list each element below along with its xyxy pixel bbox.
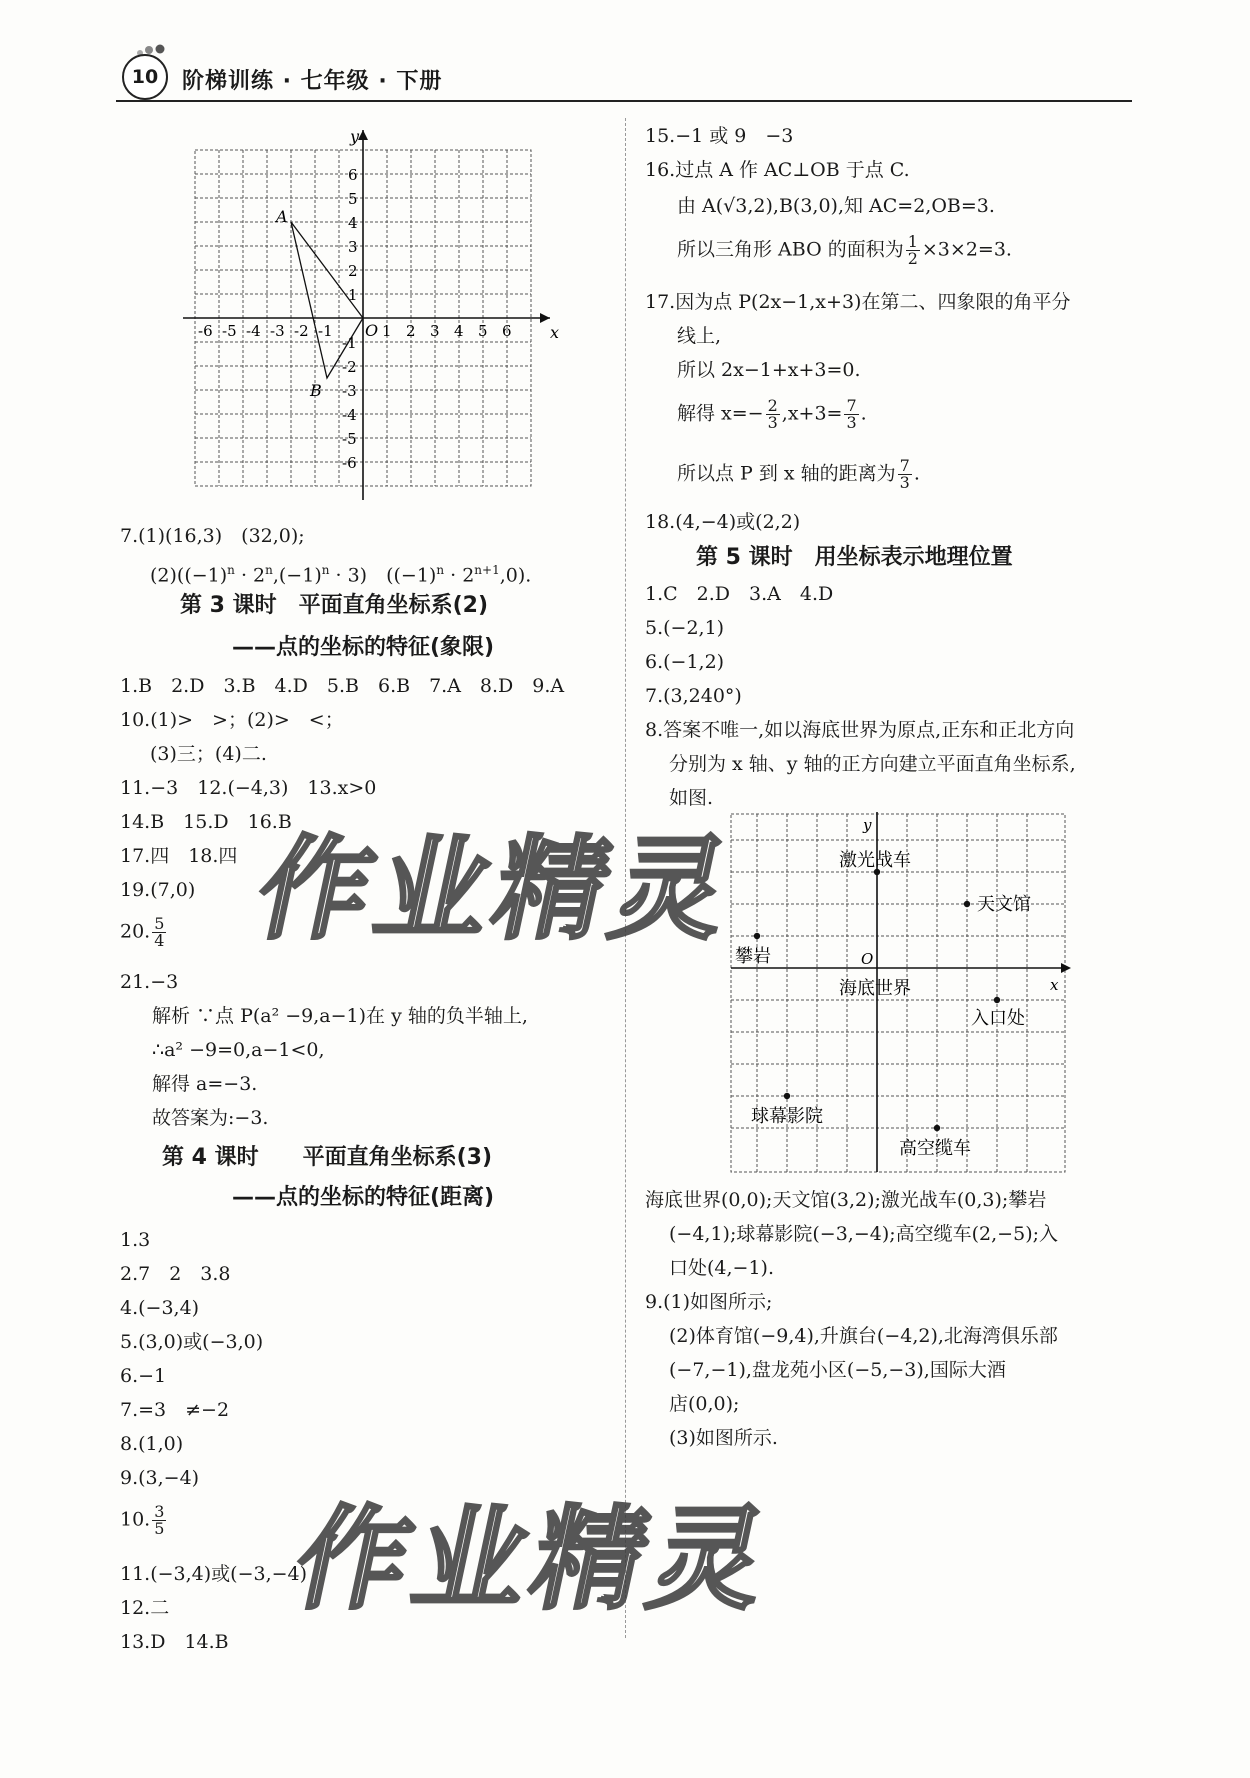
answer-line: 2.7 2 3.8 (120, 1263, 231, 1285)
lesson-4-subtitle: ——点的坐标的特征(距离) (232, 1185, 495, 1210)
text-segment: 所以三角形 ABO 的面积为 (677, 238, 904, 261)
answer-line: 1.B 2.D 3.B 4.D 5.B 6.B 7.A 8.D 9.A (120, 675, 565, 697)
place-aquarium: 海底世界 (839, 978, 911, 999)
denominator: 2 (907, 249, 918, 268)
answer-q8-result: 口处(4,−1). (669, 1257, 775, 1279)
tick-label: -3 (342, 382, 357, 400)
answer-q8-line: 如图. (669, 787, 714, 809)
tick-label: -2 (342, 358, 357, 376)
tick-label: 1 (382, 322, 392, 340)
tick-label: 3 (348, 238, 358, 256)
superscript: n (265, 563, 273, 577)
text-segment: . (860, 402, 867, 425)
text-segment: (2)((−1) (150, 564, 228, 587)
answer-line: 8.(1,0) (120, 1433, 184, 1455)
graph2-origin-label: O (861, 950, 874, 968)
fraction (844, 398, 858, 431)
answer-q10 (120, 1504, 168, 1537)
tick-label: 2 (348, 262, 358, 280)
tick-label: 2 (406, 322, 416, 340)
analysis-line: 解析 ∵点 P(a² −9,a−1)在 y 轴的负半轴上, (152, 1005, 528, 1027)
book-title: 阶梯训练 · 七年级 · 下册 (182, 69, 443, 94)
place-laser-tank: 激光战车 (839, 850, 911, 871)
answer-line: 10.(1)> >；(2)> <； (120, 709, 344, 731)
lesson-3-title: 第 3 课时 平面直角坐标系(2) (180, 593, 489, 618)
answer-line: 13.D 14.B (120, 1631, 229, 1653)
answer-q9-line: (−7,−1),盘龙苑小区(−5,−3),国际大酒 (669, 1359, 1006, 1381)
superscript: n (227, 563, 235, 577)
text-segment: ,x+3= (781, 402, 843, 425)
tick-label: -1 (342, 334, 357, 352)
question-number: 20. (120, 920, 151, 943)
question-number: 10. (120, 1508, 151, 1531)
fraction (152, 1504, 166, 1537)
text-segment: · 2 (234, 564, 266, 587)
answer-q17-line: 线上, (677, 325, 722, 347)
watermark-text: 作业精灵 (284, 1495, 784, 1625)
denominator: 5 (154, 1519, 165, 1538)
coordinate-graph-triangle (180, 122, 570, 512)
answer-line: 9.(3,−4) (120, 1467, 200, 1489)
tick-label: 5 (348, 190, 358, 208)
tick-label: -1 (318, 322, 333, 340)
tick-label: -5 (222, 322, 237, 340)
answer-q17-line: 17.因为点 P(2x−1,x+3)在第二、四象限的角平分 (645, 291, 1071, 313)
header-rule (116, 100, 1132, 102)
text-segment: ×3×2=3. (921, 238, 1012, 261)
answer-line: 14.B 15.D 16.B (120, 811, 292, 833)
answer-q9-line: (2)体育馆(−9,4),升旗台(−4,2),北海湾俱乐部 (669, 1325, 1058, 1347)
tick-label: -4 (342, 406, 357, 424)
answer-q17-line: 所以 2x−1+x+3=0. (677, 359, 861, 381)
answer-line: 5.(3,0)或(−3,0) (120, 1331, 264, 1353)
answer-q8-line: 分别为 x 轴、y 轴的正方向建立平面直角坐标系, (669, 753, 1076, 775)
answer-q9-line: (3)如图所示. (669, 1427, 778, 1449)
tick-label: 6 (502, 322, 512, 340)
place-cable-car: 高空缆车 (899, 1138, 971, 1159)
text-segment: 解得 x=− (677, 402, 764, 425)
tick-label: -6 (342, 454, 357, 472)
tick-label: 3 (430, 322, 440, 340)
answer-line: (3)三；(4)二. (150, 743, 267, 765)
tick-label: -2 (294, 322, 309, 340)
answer-q9-line: 9.(1)如图所示; (645, 1291, 773, 1313)
answer-q8-result: 海底世界(0,0);天文馆(3,2);激光战车(0,3);攀岩 (645, 1189, 1047, 1211)
answer-q16-line: 由 A(√3,2),B(3,0),知 AC=2,OB=3. (677, 195, 995, 217)
answer-q9-line: 店(0,0); (669, 1393, 740, 1415)
tick-label: -4 (246, 322, 261, 340)
answer-line: 11.(−3,4)或(−3,−4) (120, 1563, 308, 1585)
tick-label: 1 (348, 286, 358, 304)
answer-q16-line (677, 234, 1012, 267)
graph1-y-label: y (350, 127, 360, 146)
answer-q7-part2 (150, 556, 531, 589)
text-segment: ,0). (499, 564, 532, 587)
superscript: n+1 (474, 563, 500, 577)
place-climbing: 攀岩 (735, 946, 771, 967)
tick-label: -5 (342, 430, 357, 448)
denominator: 3 (767, 413, 778, 432)
answer-line: 19.(7,0) (120, 879, 196, 901)
tick-label: 5 (478, 322, 488, 340)
answer-q18: 18.(4,−4)或(2,2) (645, 511, 801, 533)
lesson-5-title: 第 5 课时 用坐标表示地理位置 (696, 545, 1013, 570)
answer-q16-line: 16.过点 A 作 AC⊥OB 于点 C. (645, 159, 910, 181)
lesson-4-title: 第 4 课时 平面直角坐标系(3) (162, 1145, 493, 1170)
numerator: 7 (846, 396, 857, 415)
answer-q7-part1: 7.(1)(16,3) (32,0); (120, 525, 305, 547)
page-number: 10 (122, 54, 168, 100)
answer-line: 1.3 (120, 1229, 151, 1251)
answer-line: 4.(−3,4) (120, 1297, 200, 1319)
point-a-label: A (276, 207, 288, 226)
numerator: 2 (767, 396, 778, 415)
page-header (116, 48, 1132, 100)
answer-line: 6.(−1,2) (645, 651, 725, 673)
graph2-y-label: y (863, 816, 872, 834)
answer-line: 12.二 (120, 1597, 170, 1619)
graph2-x-label: x (1050, 976, 1059, 994)
denominator: 3 (846, 413, 857, 432)
tick-label: -6 (198, 322, 213, 340)
answer-line: 7.(3,240°) (645, 685, 742, 707)
fraction (898, 458, 912, 491)
numerator: 7 (899, 456, 910, 475)
answer-q20 (120, 916, 168, 949)
watermark-text: 作业精灵 (246, 825, 746, 955)
map-coordinate-grid (725, 810, 1075, 1178)
tick-label: 6 (348, 166, 358, 184)
answer-line: 6.−1 (120, 1365, 167, 1387)
answer-q21: 21.−3 (120, 971, 179, 993)
analysis-line: 解得 a=−3. (152, 1073, 258, 1095)
fraction (766, 398, 780, 431)
superscript: n (436, 563, 445, 577)
lesson-3-subtitle: ——点的坐标的特征(象限) (232, 635, 495, 660)
answer-line: 11.−3 12.(−4,3) 13.x>0 (120, 777, 377, 799)
answer-q8-line: 8.答案不唯一,如以海底世界为原点,正东和正北方向 (645, 719, 1075, 741)
graph1-origin-label: O (365, 321, 379, 340)
text-segment: 所以点 P 到 x 轴的距离为 (677, 462, 896, 485)
text-segment: · 2 (444, 564, 475, 587)
text-segment: . (913, 462, 920, 485)
place-dome-cinema: 球幕影院 (751, 1106, 823, 1127)
analysis-line: 故答案为:−3. (152, 1107, 269, 1129)
point-b-label: B (310, 381, 322, 400)
answer-line: 7.=3 ≠−2 (120, 1399, 230, 1421)
text-segment: ,(−1) (272, 564, 322, 587)
fraction (152, 916, 166, 949)
numerator: 3 (154, 1502, 165, 1521)
answer-line: 17.四 18.四 (120, 845, 238, 867)
place-observatory: 天文馆 (977, 894, 1031, 915)
answer-q17-line (677, 398, 867, 431)
tick-label: 4 (454, 322, 464, 340)
analysis-line: ∴a² −9=0,a−1<0, (152, 1039, 325, 1061)
answer-q17-line (677, 458, 920, 491)
numerator: 5 (154, 914, 165, 933)
superscript: n (321, 563, 330, 577)
denominator: 3 (899, 473, 910, 492)
answer-q15: 15.−1 或 9 −3 (645, 125, 794, 147)
answer-line: 5.(−2,1) (645, 617, 725, 639)
tick-label: -3 (270, 322, 285, 340)
answer-line: 1.C 2.D 3.A 4.D (645, 583, 834, 605)
graph1-x-label: x (550, 323, 560, 342)
answer-q8-result: (−4,1);球幕影院(−3,−4);高空缆车(2,−5);入 (669, 1223, 1059, 1245)
fraction (906, 234, 920, 267)
tick-label: 4 (348, 214, 358, 232)
place-entrance: 入口处 (971, 1008, 1025, 1029)
text-segment: · 3) ((−1) (329, 564, 437, 587)
denominator: 4 (154, 931, 165, 950)
numerator: 1 (907, 232, 918, 251)
